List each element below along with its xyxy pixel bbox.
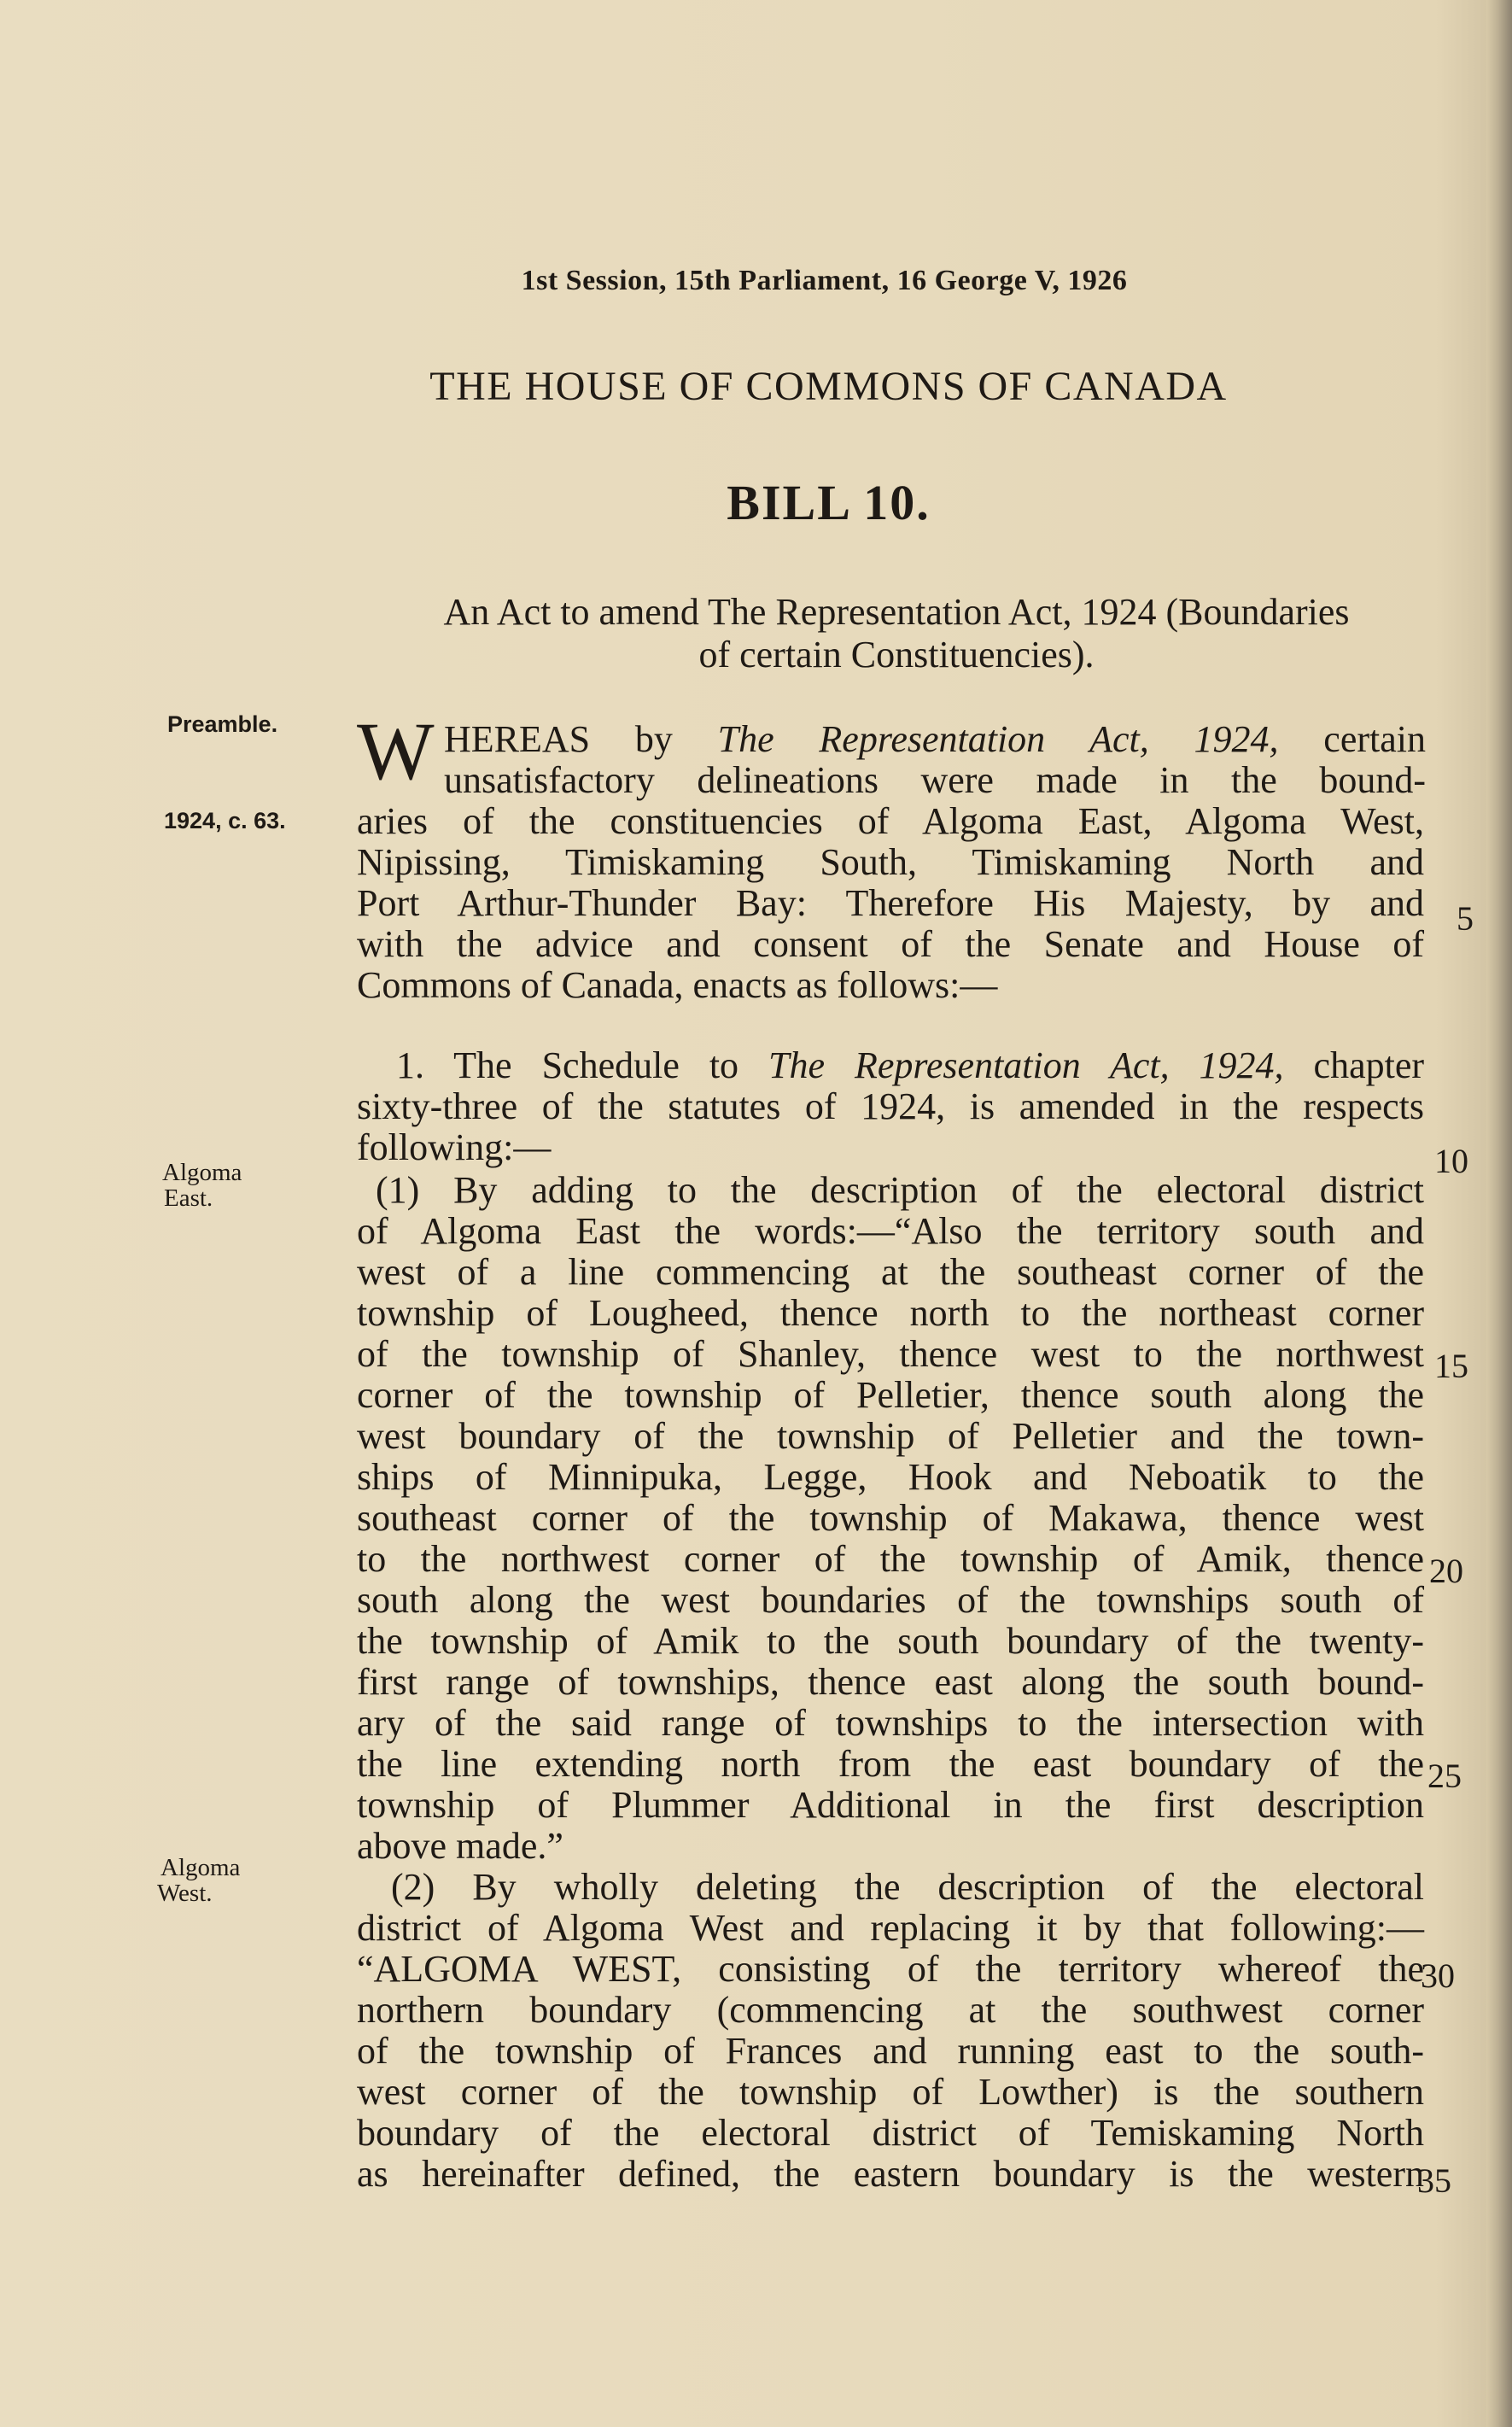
- dropcap-w: W: [357, 705, 435, 797]
- p2-line: (2) By wholly deleting the description of the electoral: [391, 1866, 1424, 1908]
- margin-note-algoma-east-1: Algoma: [162, 1159, 242, 1186]
- p2-line: west corner of the township of Lowther) is the southern: [357, 2071, 1424, 2113]
- p1-line: the township of Amik to the south boundary of the twenty-: [357, 1620, 1424, 1662]
- margin-note-statute-ref: 1924, c. 63.: [164, 808, 286, 833]
- bill-title: BILL 10.: [727, 475, 931, 530]
- p2-line: as hereinafter defined, the eastern boundary is the western: [357, 2153, 1424, 2195]
- p1-line: of the township of Shanley, thence west to the northwest: [357, 1333, 1424, 1375]
- p1-line: ships of Minnipuka, Legge, Hook and Neboatik to the: [357, 1456, 1424, 1498]
- line-number-10: 10: [1434, 1142, 1468, 1180]
- preamble-act-title: The Representation Act, 1924,: [717, 718, 1279, 760]
- margin-note-algoma-west-2: West.: [157, 1880, 213, 1907]
- p1-line: first range of townships, thence east along the south bound-: [357, 1661, 1424, 1703]
- p1-line: west boundary of the township of Pelletier and the town-: [357, 1415, 1424, 1457]
- margin-note-preamble: Preamble.: [167, 711, 278, 737]
- preamble-line-3: aries of the constituencies of Algoma East, Algoma West,: [357, 800, 1424, 842]
- preamble-line-1: [444, 717, 1426, 761]
- p1-line: township of Lougheed, thence north to the northeast corner: [357, 1292, 1424, 1334]
- section1-act-title: The Representation Act, 1924,: [768, 1044, 1284, 1086]
- p1-line: ary of the said range of townships to the intersection with: [357, 1702, 1424, 1744]
- p1-line: township of Plummer Additional in the first description: [357, 1784, 1424, 1826]
- section1-line-1: [396, 1044, 1424, 1087]
- preamble-line-1a: HEREAS by: [444, 718, 718, 760]
- line-number-15: 15: [1434, 1347, 1468, 1385]
- p1-line: the line extending north from the east boundary of the: [357, 1743, 1424, 1785]
- p2-line: northern boundary (commencing at the southwest corner: [357, 1989, 1424, 2031]
- p1-line: corner of the township of Pelletier, thence south along the: [357, 1374, 1424, 1416]
- line-number-30: 30: [1421, 1956, 1455, 1995]
- p1-line: southeast corner of the township of Makawa, thence west: [357, 1497, 1424, 1539]
- p1-line: of Algoma East the words:—“Also the territory south and: [357, 1210, 1424, 1252]
- act-subtitle: [359, 591, 1434, 676]
- session-heading: 1st Session, 15th Parliament, 16 George V, 1926: [521, 265, 1128, 296]
- section1-line-1c: chapter: [1283, 1044, 1425, 1086]
- preamble-line-4: Nipissing, Timiskaming South, Timiskaming North and: [357, 841, 1424, 883]
- preamble-line-5: Port Arthur-Thunder Bay: Therefore His Majesty, by and: [357, 882, 1424, 924]
- preamble-line-6: with the advice and consent of the Senate and House of: [357, 923, 1424, 965]
- p1-line: south along the west boundaries of the townships south of: [357, 1579, 1424, 1621]
- p1-line: (1) By adding to the description of the electoral district: [376, 1169, 1424, 1211]
- line-number-5: 5: [1457, 899, 1474, 938]
- margin-note-algoma-east-2: East.: [164, 1184, 213, 1212]
- p2-line: of the township of Frances and running east to the south-: [357, 2030, 1424, 2072]
- section1-line-2: sixty-three of the statutes of 1924, is amended in the respects: [357, 1085, 1424, 1127]
- p2-line: district of Algoma West and replacing it by that following:—: [357, 1907, 1424, 1949]
- preamble-line-7: Commons of Canada, enacts as follows:—: [357, 964, 998, 1006]
- p2-line: “ALGOMA WEST, consisting of the territory whereof the: [357, 1948, 1424, 1990]
- p1-line: above made.”: [357, 1825, 563, 1867]
- p2-line: boundary of the electoral district of Temiskaming North: [357, 2112, 1424, 2154]
- house-heading: THE HOUSE OF COMMONS OF CANADA: [429, 364, 1228, 409]
- section1-line-1a: 1. The Schedule to: [396, 1044, 769, 1086]
- line-number-25: 25: [1427, 1757, 1462, 1795]
- preamble-line-1c: certain: [1278, 718, 1426, 760]
- section1-line-3: following:—: [357, 1126, 552, 1168]
- preamble-line-2: unsatisfactory delineations were made in the bound-: [444, 759, 1426, 801]
- p1-line: to the northwest corner of the township of Amik, thence: [357, 1538, 1424, 1580]
- line-number-35: 35: [1417, 2161, 1451, 2200]
- p1-line: west of a line commencing at the southeast corner of the: [357, 1251, 1424, 1293]
- line-number-20: 20: [1429, 1552, 1463, 1590]
- margin-note-algoma-west-1: Algoma: [161, 1854, 241, 1881]
- subtitle-line-1: An Act to amend The Representation Act, 1924 (Boundaries: [443, 591, 1350, 633]
- subtitle-line-2: of certain Constituencies).: [698, 634, 1095, 675]
